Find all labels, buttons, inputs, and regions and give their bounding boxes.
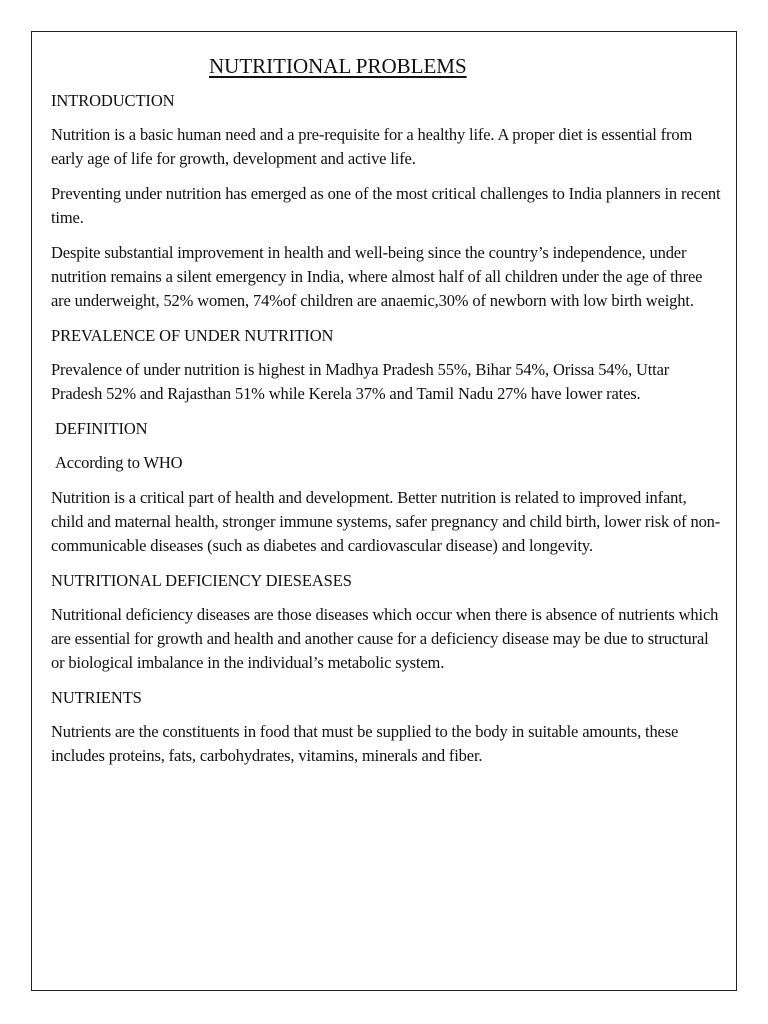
paragraph-deficiency-diseases: Nutritional deficiency diseases are those diseases which occur when there is absence of nutrients which are essential for growth and health and another cause for a deficiency disease may be due to structural or biological imbalance in the individual’s metabolic system. bbox=[51, 605, 719, 672]
paragraph-prevalence-states: Prevalence of under nutrition is highest in Madhya Pradesh 55%, Bihar 54%, Orissa 54%, Uttar Pradesh 52% and Rajasthan 51% while Kerela 37% and Tamil Nadu 27% have lower rates. bbox=[51, 360, 670, 403]
paragraph-nutrition-need: Nutrition is a basic human need and a pre-requisite for a healthy life. A proper diet is essential from early age of life for growth, development and active life. bbox=[51, 125, 693, 168]
document-title: NUTRITIONAL PROBLEMS bbox=[209, 54, 467, 78]
section-heading-prevalence: PREVALENCE OF UNDER NUTRITION bbox=[51, 326, 334, 345]
paragraph-who-definition: Nutrition is a critical part of health and development. Better nutrition is related to improved infant, child and maternal health, stronger immune systems, safer pregnancy and child birth, lower risk of non-communicable diseases (such as diabetes and cardiovascular disease) and longevity. bbox=[51, 488, 721, 555]
section-heading-deficiency-diseases: NUTRITIONAL DEFICIENCY DIESEASES bbox=[51, 571, 352, 590]
paragraph-preventing-undernutrition: Preventing under nutrition has emerged as one of the most critical challenges to India planners in recent time. bbox=[51, 184, 721, 227]
paragraph-according-to-who: According to WHO bbox=[55, 453, 183, 472]
document-body bbox=[51, 52, 721, 779]
section-heading-definition: DEFINITION bbox=[55, 419, 148, 438]
paragraph-despite-improvement: Despite substantial improvement in health and well-being since the country’s independence, under nutrition remains a silent emergency in India, where almost half of all children under the age of three are underweight, 52% women, 74%of children are anaemic,30% of newborn with low birth weight. bbox=[51, 243, 703, 310]
paragraph-nutrients: Nutrients are the constituents in food that must be supplied to the body in suitable amounts, these includes proteins, fats, carbohydrates, vitamins, minerals and fiber. bbox=[51, 722, 679, 765]
section-heading-introduction: INTRODUCTION bbox=[51, 91, 175, 110]
section-heading-nutrients: NUTRIENTS bbox=[51, 688, 142, 707]
